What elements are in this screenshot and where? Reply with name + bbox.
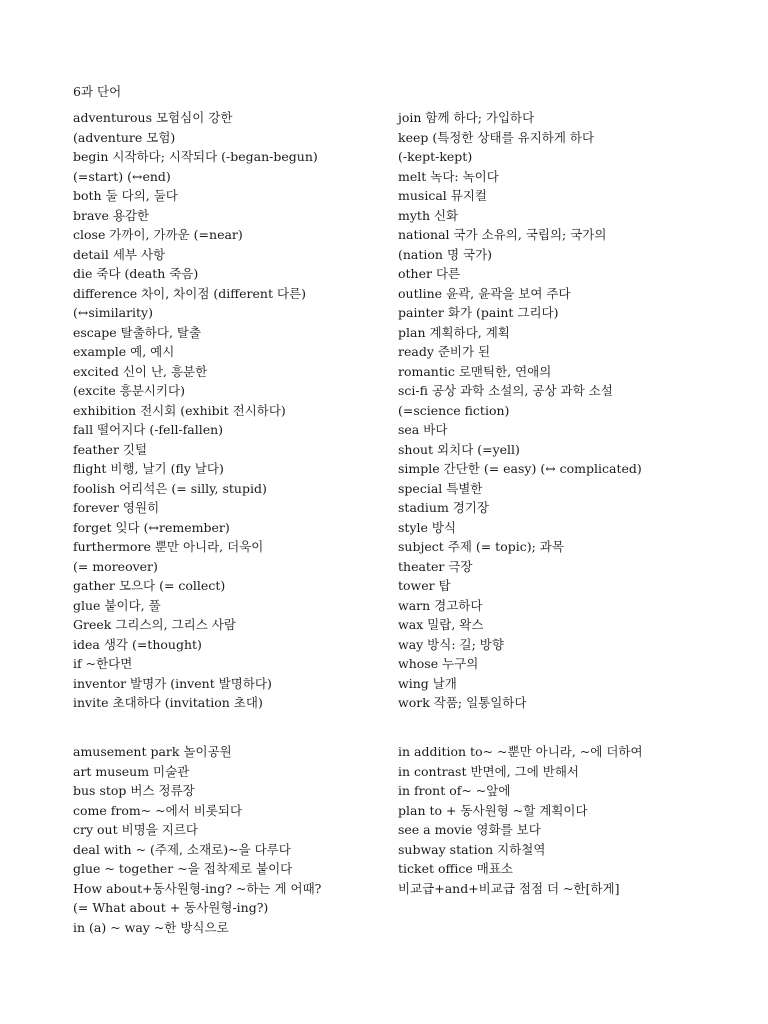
vocab-entry: foolish 어리석은 (= silly, stupid) (73, 480, 267, 496)
vocab-entry: detail 세부 사항 (73, 246, 166, 262)
vocab-entry: die 죽다 (death 죽음) (73, 266, 199, 281)
vocab-entry: escape 탈출하다, 탈출 (73, 324, 202, 340)
vocab-entry: other 다른 (398, 266, 461, 281)
vocab-entry: in contrast 반면에, 그에 반해서 (398, 763, 579, 779)
vocab-entry: 비교급+and+비교급 점점 더 ~한[하게] (398, 880, 620, 896)
vocab-entry: if ~한다면 (73, 656, 133, 671)
vocab-entry: Greek 그리스의, 그리스 사람 (73, 617, 236, 632)
vocab-entry: excited 신이 난, 흥분한 (73, 363, 208, 379)
vocab-entry: outline 윤곽, 윤곽을 보여 주다 (398, 285, 571, 301)
vocab-entry: amusement park 놀이공원 (73, 744, 232, 759)
vocab-entry: plan 계획하다, 계획 (398, 324, 510, 340)
vocab-entry: warn 경고하다 (398, 597, 483, 613)
vocab-entry: flight 비행, 날기 (fly 날다) (73, 461, 224, 476)
vocab-entry: difference 차이, 차이점 (different 다른) (73, 285, 306, 301)
vocab-entry: forget 잊다 (↔remember) (73, 519, 230, 535)
vocab-entry: romantic 로맨틱한, 연애의 (398, 363, 552, 379)
vocab-entry: inventor 발명가 (invent 발명하다) (73, 675, 272, 691)
vocab-entry: forever 영원히 (73, 500, 160, 515)
vocab-entry: cry out 비명을 지르다 (73, 822, 199, 837)
vocab-entry: plan to + 동사원형 ~할 계획이다 (398, 802, 588, 818)
vocab-entry: glue ~ together ~을 접착제로 붙이다 (73, 861, 293, 876)
vocab-entry: How about+동사원형-ing? ~하는 게 어때? (73, 880, 322, 896)
page-title: 6과 단어 (73, 84, 122, 99)
vocab-entry: in (a) ~ way ~한 방식으로 (73, 919, 229, 935)
vocab-entry: invite 초대하다 (invitation 초대) (73, 695, 263, 710)
phrase-column-right (398, 742, 643, 898)
vocab-entry: ticket office 매표소 (398, 861, 513, 876)
vocab-entry: in front of~ ~앞에 (398, 783, 511, 798)
vocab-entry: bus stop 버스 정류장 (73, 783, 195, 798)
vocab-entry: simple 간단한 (= easy) (↔ complicated) (398, 461, 642, 476)
vocab-entry: (=science fiction) (398, 402, 510, 418)
vocab-entry: musical 뮤지컬 (398, 188, 487, 203)
vocab-entry: special 특별한 (398, 480, 483, 496)
vocab-entry: begin 시작하다; 시작되다 (-began-begun) (73, 149, 318, 164)
vocab-entry: way 방식: 길; 방향 (398, 636, 504, 652)
vocab-entry: style 방식 (398, 519, 457, 535)
vocab-entry: example 예, 예시 (73, 344, 175, 359)
vocab-entry: wing 날개 (398, 675, 457, 691)
vocab-entry: brave 용감한 (73, 207, 150, 223)
vocab-entry: idea 생각 (=thought) (73, 636, 202, 652)
vocab-entry: art museum 미술관 (73, 763, 190, 779)
vocab-entry: melt 녹다: 녹이다 (398, 168, 499, 184)
vocab-entry: feather 깃털 (73, 441, 148, 457)
vocab-entry: keep (특정한 상태를 유지하게 하다 (398, 129, 595, 145)
vocab-entry: sci-fi 공상 과학 소설의, 공상 과학 소설 (398, 383, 613, 398)
vocab-entry: theater 극장 (398, 558, 473, 574)
vocab-column-right (398, 108, 642, 713)
vocab-entry: ready 준비가 된 (398, 344, 491, 359)
vocab-entry: (= moreover) (73, 558, 158, 574)
vocab-entry: furthermore 뿐만 아니라, 더욱이 (73, 539, 264, 554)
vocab-entry: in addition to~ ~뿐만 아니라, ~에 더하여 (398, 744, 643, 759)
vocab-entry: join 함께 하다; 가입하다 (398, 110, 535, 125)
vocab-entry: (=start) (↔end) (73, 168, 171, 184)
vocab-entry: (nation 명 국가) (398, 246, 493, 262)
vocab-entry: stadium 경기장 (398, 500, 489, 515)
vocab-entry: wax 밀랍, 왁스 (398, 617, 484, 632)
vocab-entry: close 가까이, 가까운 (=near) (73, 227, 243, 242)
vocab-entry: tower 탑 (398, 578, 451, 593)
vocab-entry: deal with ~ (주제, 소재로)~을 다루다 (73, 841, 291, 857)
vocab-entry: (adventure 모험) (73, 129, 176, 145)
vocab-entry: subway station 지하철역 (398, 841, 546, 857)
vocab-entry: (excite 흥분시키다) (73, 383, 185, 398)
vocab-entry: both 둘 다의, 둘다 (73, 188, 178, 203)
vocab-entry: exhibition 전시회 (exhibit 전시하다) (73, 402, 286, 418)
vocab-entry: national 국가 소유의, 국립의; 국가의 (398, 227, 607, 242)
vocab-entry: come from~ ~에서 비롯되다 (73, 802, 243, 818)
vocab-entry: adventurous 모험심이 강한 (73, 110, 233, 125)
vocab-column-left (73, 108, 318, 713)
vocab-entry: work 작품; 일통일하다 (398, 695, 527, 710)
vocab-entry: fall 떨어지다 (-fell-fallen) (73, 422, 224, 437)
vocab-entry: glue 붙이다, 풀 (73, 597, 161, 613)
vocab-entry: sea 바다 (398, 422, 448, 437)
vocab-entry: (↔similarity) (73, 305, 153, 320)
vocab-entry: whose 누구의 (398, 656, 479, 671)
vocab-entry: (= What about + 동사원형-ing?) (73, 900, 269, 915)
phrase-column-left (73, 742, 321, 937)
vocab-entry: painter 화가 (paint 그리다) (398, 305, 559, 320)
vocab-entry: gather 모으다 (= collect) (73, 578, 226, 593)
vocab-entry: myth 신화 (398, 207, 459, 223)
vocab-entry: subject 주제 (= topic); 과목 (398, 539, 564, 554)
vocab-entry: shout 외치다 (=yell) (398, 441, 520, 457)
vocab-entry: (-kept-kept) (398, 149, 473, 164)
vocab-entry: see a movie 영화를 보다 (398, 822, 541, 837)
